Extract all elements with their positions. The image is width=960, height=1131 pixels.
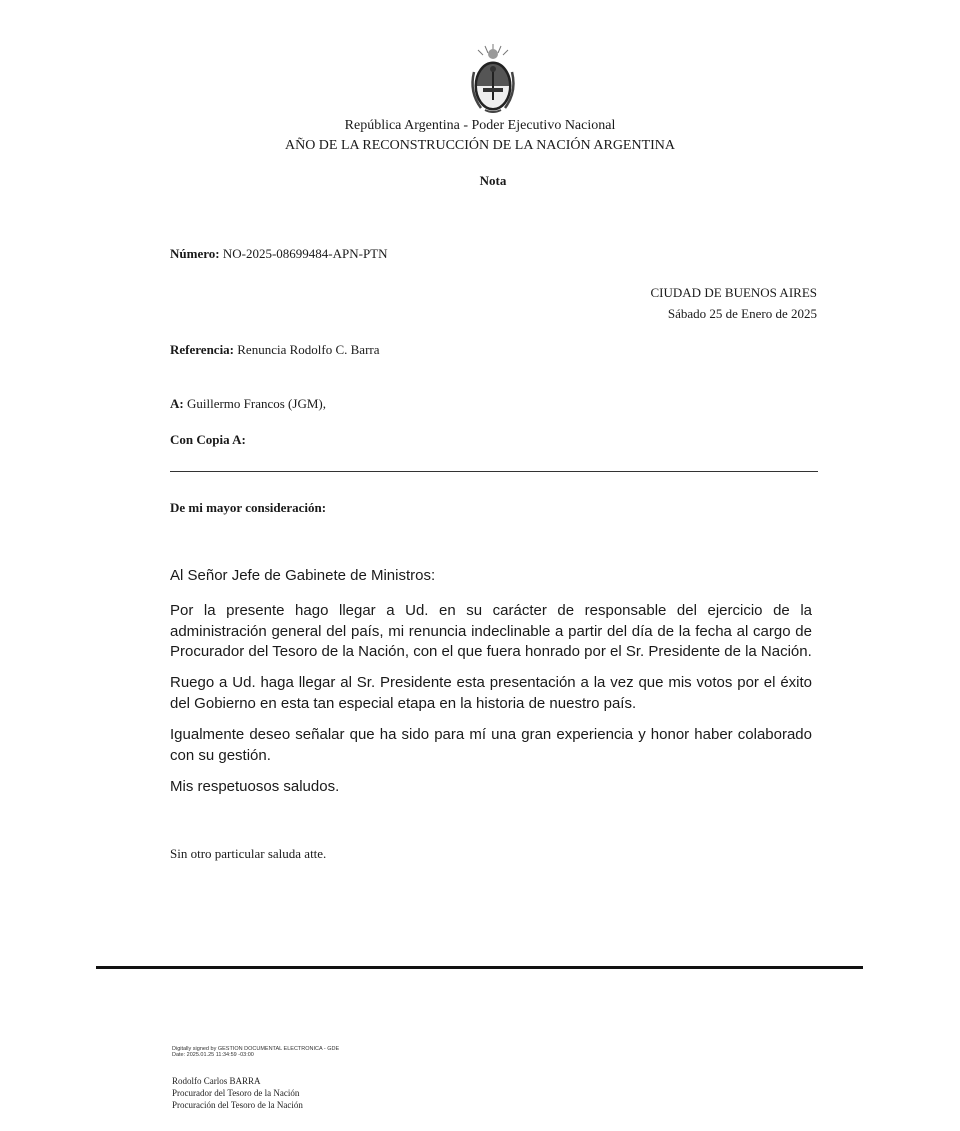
salutation: De mi mayor consideración: (170, 500, 327, 515)
numero-label: Número: (170, 246, 220, 261)
document-type: Nota (479, 173, 507, 188)
carbon-copy-label: Con Copia A: (170, 432, 246, 447)
signer-title: Procurador del Tesoro de la Nación (172, 1088, 300, 1098)
argentina-coat-of-arms-icon (465, 42, 521, 118)
referencia-value: Renuncia Rodolfo C. Barra (237, 342, 380, 357)
body-paragraph: Por la presente hago llegar a Ud. en su carácter de responsable del ejercicio de la administración general del país, mi renuncia indeclinable a partir del día de la fecha al cargo de Procurador del Tesoro de la Nación, con el que fuera honrado por el Sr. Presidente de la Nación. (170, 602, 812, 660)
signature-divider (96, 966, 863, 969)
city: CIUDAD DE BUENOS AIRES (650, 285, 817, 300)
signer-office: Procuración del Tesoro de la Nación (172, 1100, 303, 1110)
document-number (170, 246, 388, 262)
reference (170, 342, 380, 358)
digital-signature-date: Date: 2025.01.25 11:34:59 -03:00 (172, 1052, 254, 1058)
header-republica: República Argentina - Poder Ejecutivo Nacional (344, 118, 616, 133)
date: Sábado 25 de Enero de 2025 (667, 306, 817, 321)
signer-name: Rodolfo Carlos BARRA (172, 1076, 261, 1086)
body-paragraph: Igualmente deseo señalar que ha sido para mí una gran experiencia y honor haber colaborado con su gestión. (170, 726, 812, 764)
recipient-value: Guillermo Francos (JGM), (186, 396, 326, 411)
body-paragraph: Mis respetuosos saludos. (170, 778, 340, 795)
numero-value: NO-2025-08699484-APN-PTN (222, 246, 388, 261)
header-year-motto: AÑO DE LA RECONSTRUCCIÓN DE LA NACIÓN ARGENTINA (284, 138, 676, 153)
body-paragraph: Al Señor Jefe de Gabinete de Ministros: (170, 567, 436, 584)
digital-signature-line: Digitally signed by GESTION DOCUMENTAL ELECTRONICA - GDE (172, 1046, 340, 1052)
carbon-copy (170, 432, 246, 448)
header-divider (170, 471, 818, 472)
recipient (170, 396, 326, 412)
referencia-label: Referencia: (170, 342, 235, 357)
closing-line: Sin otro particular saluda atte. (170, 846, 327, 861)
recipient-label: A: (170, 396, 184, 411)
body-paragraph: Ruego a Ud. haga llegar al Sr. Presidente esta presentación a la vez que mis votos por el éxito del Gobierno en esta tan especial etapa en la historia de nuestro país. (170, 674, 812, 712)
